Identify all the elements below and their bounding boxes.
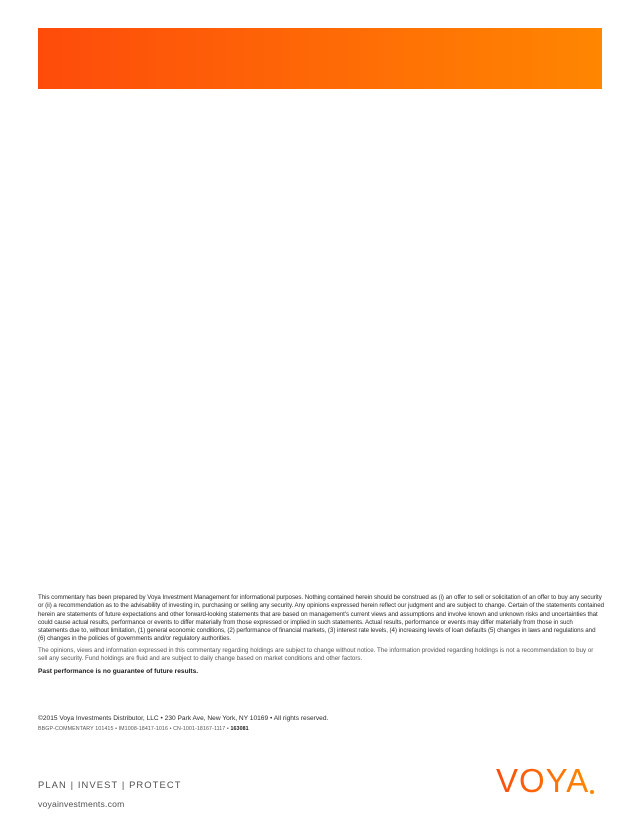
website-link[interactable]: voyainvestments.com (38, 799, 125, 809)
voya-logo-text: VOYA (496, 762, 590, 799)
tagline: PLAN | INVEST | PROTECT (38, 779, 182, 790)
past-performance-note: Past performance is no guarantee of future results. (38, 668, 199, 676)
logo-dot-icon (590, 790, 594, 794)
document-code-bold: 163081 (230, 726, 249, 732)
disclaimer-paragraph: This commentary has been prepared by Voya Investment Management for informational purposes. Nothing contained herein should be construed as (i) an offer to sell or solicitation of an offer to buy any security or (ii) a recommendation as to the advisability of investing in, purchasing or selling any security. Any opinions expressed herein reflect our judgment and are subject to change. Certain of the statements contained herein are statements of future expectations and other forward-looking statements that are based on management's current views and assumptions and involve known and unknown risks and uncertainties that could cause actual results, performance or events to differ materially from those expressed or implied in such statements. Actual results, performance or events may differ materially from those in such statements due to, without limitation, (1) general economic conditions, (2) performance of financial markets, (3) interest rate levels, (4) increasing levels of loan defaults (5) changes in laws and regulations and (6) changes in the policies of governments and/or regulatory authorities. (38, 594, 604, 643)
document-code-list: BBGP-COMMENTARY 101415 • IM1008-18417-1016 • CN-1001-18167-1117 • (38, 726, 231, 732)
disclaimer-block (38, 594, 604, 677)
document-codes (38, 725, 604, 733)
holdings-disclaimer: The opinions, views and information expressed in this commentary regarding holdings are subject to change without notice. The information provided regarding holdings is not a recommendation to buy or sell any security. Fund holdings are fluid and are subject to daily change based on market conditions and other factors. (38, 646, 594, 663)
copyright-line: ©2015 Voya Investments Distributor, LLC • 230 Park Ave, New York, NY 10169 • All rights reserved. (38, 715, 329, 722)
voya-logo (496, 762, 606, 799)
header-banner (38, 28, 602, 89)
